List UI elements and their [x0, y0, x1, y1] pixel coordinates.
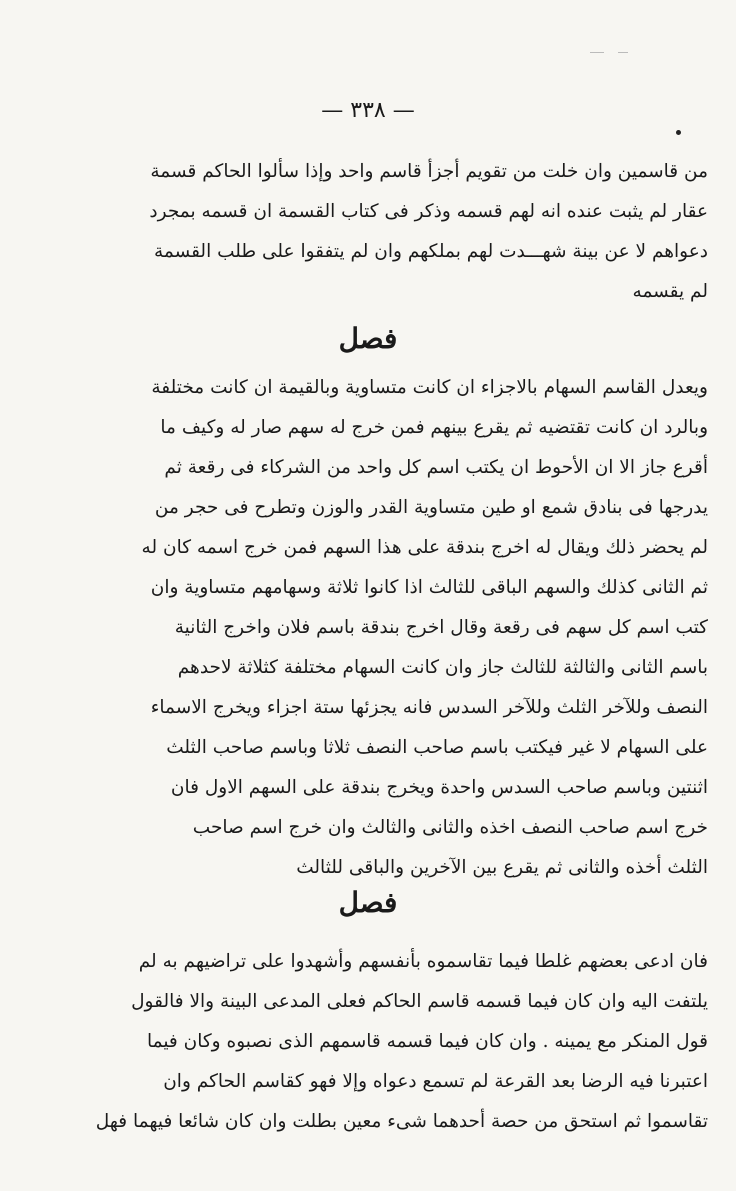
- text-line: تقاسموا ثم استحق من حصة أحدهما شىء معين بطلت وان كان شائعا فيهما فهل: [96, 1111, 708, 1132]
- text-line: لم يحضر ذلك ويقال له اخرج بندقة على هذا السهم فمن خرج اسمه كان له: [141, 537, 708, 558]
- text-line: دعواهم لا عن بينة شهـــدت لهم بملكهم وان لم يتفقوا على طلب القسمة: [153, 241, 708, 262]
- margin-mark: [618, 52, 628, 53]
- text-line: اثنتين وباسم صاحب السدس واحدة ويخرج بندقة على السهم الاول فان: [170, 777, 708, 798]
- text-line: أقرع جاز الا ان الأحوط ان يكتب اسم كل واحد من الشركاء فى رقعة ثم: [164, 457, 708, 478]
- paragraph-2: [96, 368, 708, 888]
- text-line: ويعدل القاسم السهام بالاجزاء ان كانت متساوية وبالقيمة ان كانت مختلفة: [151, 377, 708, 398]
- text-line: يدرجها فى بنادق شمع او طين متساوية القدر والوزن وتطرح فى حجر من: [154, 497, 708, 518]
- ink-dot: [676, 130, 681, 135]
- page-number: — ٣٣٨ —: [321, 98, 415, 123]
- text-line: قول المنكر مع يمينه . وان كان فيما قسمه قاسمهم الذى نصبوه وكان فيما: [147, 1031, 708, 1052]
- text-line: كتب اسم كل سهم فى رقعة وقال اخرج بندقة باسم فلان واخرج الثانية: [174, 617, 708, 638]
- margin-mark: [590, 52, 604, 53]
- text-line: يلتفت اليه وان كان فيما قسمه قاسم الحاكم فعلى المدعى البينة والا فالقول: [131, 991, 708, 1012]
- text-line: من قاسمين وان خلت من تقويم أجزأ قاسم واحد وإذا سألوا الحاكم قسمة: [150, 161, 708, 182]
- paragraph-3: [96, 942, 708, 1142]
- text-line: الثلث أخذه والثانى ثم يقرع بين الآخرين والباقى للثالث: [296, 857, 708, 878]
- text-line: على السهام لا غير فيكتب باسم صاحب النصف ثلاثا وباسم صاحب الثلث: [166, 737, 708, 758]
- text-line: خرج اسم صاحب النصف اخذه والثانى والثالث وان خرج اسم صاحب: [192, 817, 708, 838]
- section-heading: فصل: [338, 886, 398, 919]
- section-heading: فصل: [338, 322, 398, 355]
- text-line: لم يقسمه: [632, 281, 708, 302]
- text-line: باسم الثانى والثالثة للثالث جاز وان كانت السهام مختلفة كثلاثة لاحدهم: [177, 657, 708, 678]
- text-line: عقار لم يثبت عنده انه لهم قسمه وذكر فى كتاب القسمة ان قسمه بمجرد: [149, 201, 708, 222]
- text-line: فان ادعى بعضهم غلطا فيما تقاسموه بأنفسهم وأشهدوا على تراضيهم به لم: [138, 951, 708, 972]
- text-line: وبالرد ان كانت تقتضيه ثم يقرع بينهم فمن خرج له سهم صار له وكيف ما: [160, 417, 708, 438]
- text-line: اعتبرنا فيه الرضا بعد القرعة لم تسمع دعواه وإلا فهو كقاسم الحاكم وان: [163, 1071, 708, 1092]
- text-line: ثم الثانى كذلك والسهم الباقى للثالث اذا كانوا ثلاثة وسهامهم متساوية وان: [150, 577, 708, 598]
- text-line: النصف وللآخر الثلث وللآخر السدس فانه يجزئها ستة اجزاء ويخرج الاسماء: [150, 697, 708, 718]
- paragraph-1: [96, 152, 708, 312]
